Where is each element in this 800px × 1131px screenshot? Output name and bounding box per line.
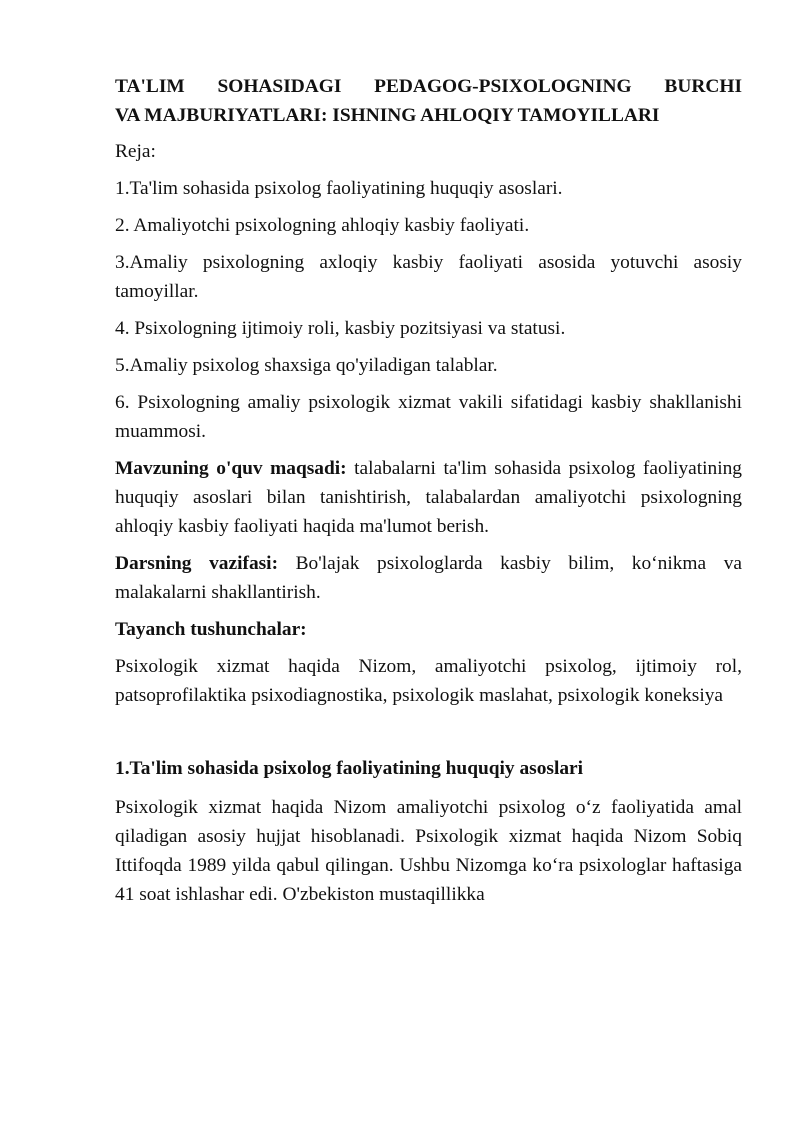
plan-label: Reja: xyxy=(115,141,156,162)
plan-item-3: 3.Amaliy psixologning axloqiy kasbiy faoliyati asosida yotuvchi asosiy tamoyillar. xyxy=(115,252,742,302)
task-paragraph xyxy=(115,549,742,607)
goal-paragraph xyxy=(115,454,742,541)
goal-text: talabalarni ta'lim sohasida psixolog faoliyatining huquqiy asoslari bilan tanishtirish, talabalardan amaliyotchi psixologning ahloqiy kasbiy faoliyati haqida ma'lumot berish. xyxy=(115,458,742,537)
plan-item-4: 4. Psixologning ijtimoiy roli, kasbiy pozitsiyasi va statusi. xyxy=(115,318,566,339)
goal-label: Mavzuning o'quv maqsadi: xyxy=(115,458,347,479)
plan-item-6: 6. Psixologning amaliy psixologik xizmat vakili sifatidagi kasbiy shakllanishi muammosi. xyxy=(115,392,742,442)
task-text: Bo'lajak psixologlarda kasbiy bilim, ko‘nikma va malakalarni shakllantirish. xyxy=(115,553,742,603)
plan-item-1: 1.Ta'lim sohasida psixolog faoliyatining huquqiy asoslari. xyxy=(115,178,563,199)
task-label: Darsning vazifasi: xyxy=(115,553,279,574)
title-line-2: VA MAJBURIYATLARI: ISHNING AHLOQIY TAMOYILLARI xyxy=(115,105,660,126)
document-title xyxy=(115,72,742,130)
title-line-1: TA'LIM SOHASIDAGI PEDAGOG-PSIXOLOGNING BURCHI xyxy=(115,76,742,97)
section1-text: Psixologik xizmat haqida Nizom amaliyotchi psixolog o‘z faoliyatida amal qiladigan asosiy hujjat hisoblanadi. Psixologik xizmat haqida Nizom Sobiq Ittifoqda 1989 yilda qabul qilingan. Ushbu Nizomga ko‘ra psixologlar haftasiga 41 soat ishlashar edi. O'zbekiston mustaqillikka xyxy=(115,797,742,905)
plan-item-5: 5.Amaliy psixolog shaxsiga qo'yiladigan talablar. xyxy=(115,355,498,376)
plan-item-2: 2. Amaliyotchi psixologning ahloqiy kasbiy faoliyati. xyxy=(115,215,530,236)
concepts-text: Psixologik xizmat haqida Nizom, amaliyotchi psixolog, ijtimoiy rol, patsoprofilaktika psixodiagnostika, psixologik maslahat, psixologik koneksiya xyxy=(115,656,742,706)
section1-heading: 1.Ta'lim sohasida psixolog faoliyatining huquqiy asoslari xyxy=(115,758,584,779)
section-spacer xyxy=(115,718,742,754)
concepts-label: Tayanch tushunchalar: xyxy=(115,619,307,640)
document-page xyxy=(115,72,742,917)
